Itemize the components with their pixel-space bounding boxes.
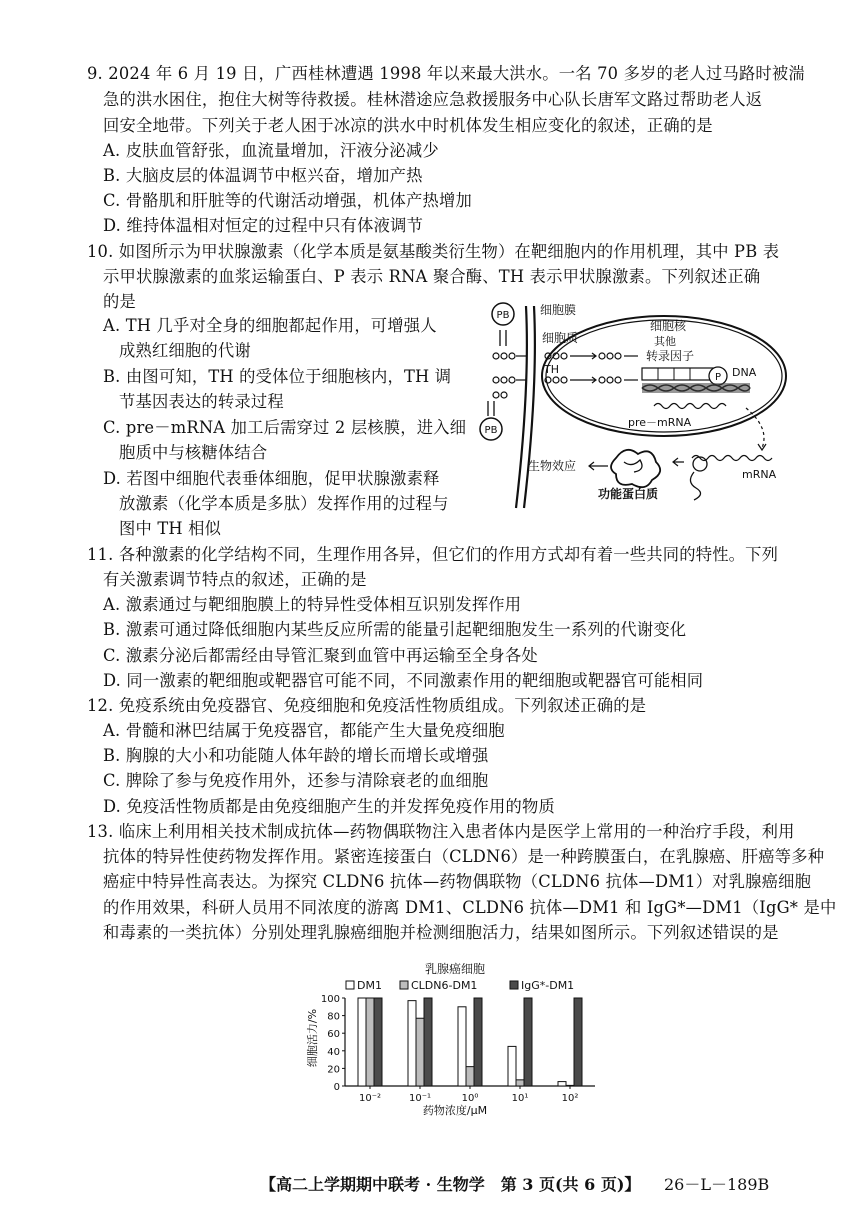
q10-option-d-1: D. 若图中细胞代表垂体细胞，促甲状腺激素释 [103, 469, 440, 488]
nucleus-label: 细胞核 [650, 319, 687, 333]
legend-label-cldn6: CLDN6-DM1 [411, 979, 478, 992]
pre-mrna-strand [654, 404, 726, 409]
q10-option-d-2: 放激素（化学本质是多肽）发挥作用的过程与 [119, 494, 449, 513]
cell-viability-chart [290, 958, 610, 1120]
x-tick-label: 10⁻¹ [408, 1093, 432, 1104]
y-ticks [321, 994, 345, 1093]
biological-effect-label: 生物效应 [528, 459, 577, 473]
pb-label-bottom: PB [484, 425, 498, 436]
pb-arrows-top [500, 330, 506, 346]
q13-line-5: 和毒素的一类抗体）分别处理乳腺癌细胞并检测细胞活力，结果如图所示。下列叙述错误的是 [103, 923, 779, 942]
q11-option-c: C. 激素分泌后都需经由导管汇聚到血管中再运输至全身各处 [103, 646, 538, 665]
effect-arrow [589, 462, 608, 470]
y-tick-label: 0 [333, 1082, 340, 1093]
x-tick-label: 10² [561, 1093, 579, 1104]
q12-line-1: 12. 免疫系统由免疫器官、免疫细胞和免疫活性物质组成。下列叙述正确的是 [87, 696, 647, 715]
q13-line-2: 抗体的特异性使药物发挥作用。紧密连接蛋白（CLDN6）是一种跨膜蛋白，在乳腺癌、肝癌等多种 [103, 847, 825, 866]
q10-option-d-3: 图中 TH 相似 [119, 519, 222, 538]
q10-option-c-2: 胞质中与核糖体结合 [119, 443, 268, 462]
pb-label-top: PB [496, 310, 510, 321]
other-label: 其他 [654, 335, 676, 348]
cell-membrane-label: 细胞膜 [540, 303, 577, 317]
q10-line-2: 示甲状腺激素的血浆运输蛋白、P 表示 RNA 聚合酶、TH 表示甲状腺激素。下列叙述正确 [103, 267, 761, 286]
cytoplasm-label: 细胞质 [542, 331, 579, 345]
q9-option-a: A. 皮肤血管舒张，血流量增加，汗液分泌减少 [103, 141, 439, 160]
functional-protein-label: 功能蛋白质 [598, 487, 659, 501]
y-axis-label: 细胞活力/% [306, 1008, 319, 1068]
dna-label: DNA [732, 366, 757, 379]
bar-igg-dm1-1 [424, 998, 432, 1086]
q11-line-2: 有关激素调节特点的叙述，正确的是 [103, 570, 367, 589]
q12-option-b: B. 胸腺的大小和功能随人体年龄的增长而增长或增强 [103, 746, 489, 765]
bar-cldn6-dm1-0 [366, 998, 374, 1086]
mrna-label: mRNA [742, 468, 777, 481]
y-tick-label: 20 [327, 1064, 340, 1076]
footer-exam-info: 【高二上学期期中联考 · 生物学 第 3 页(共 6 页)】 [260, 1175, 641, 1194]
q12-option-c: C. 脾除了参与免疫作用外，还参与清除衰老的血细胞 [103, 771, 489, 790]
q9-line-1: 9. 2024 年 6 月 19 日，广西桂林遭遇 1998 年以来最大洪水。一名 70 多岁的老人过马路时被湍 [87, 64, 805, 83]
q9-option-c: C. 骨骼肌和肝脏等的代谢活动增强，机体产热增加 [103, 191, 472, 210]
cell-membrane-line [516, 306, 527, 508]
bar-igg-dm1-0 [374, 998, 382, 1086]
x-ticks [359, 1086, 578, 1104]
q13-line-4: 的作用效果，科研人员用不同浓度的游离 DM1、CLDN6 抗体—DM1 和 IgG*—DM1（IgG* 是中 [103, 898, 837, 917]
x-tick-label: 10⁻² [358, 1093, 382, 1104]
bar-igg-dm1-3 [524, 998, 532, 1086]
x-axis-label: 药物浓度/μM [422, 1104, 488, 1117]
chart-title: 乳腺癌细胞 [424, 962, 486, 976]
y-tick-label: 80 [327, 1011, 340, 1023]
ribosome [693, 457, 707, 471]
th-molecules-outside [493, 353, 515, 398]
bar-cldn6-dm1-1 [416, 1018, 424, 1086]
y-tick-label: 60 [327, 1029, 340, 1041]
bar-dm1-4 [558, 1082, 566, 1086]
x-tick-label: 10¹ [511, 1093, 529, 1104]
transcription-factor-complex [642, 368, 714, 380]
y-tick-label: 40 [327, 1046, 340, 1058]
functional-protein [611, 450, 660, 487]
q11-option-b: B. 激素可通过降低细胞内某些反应所需的能量引起靶细胞发生一系列的代谢变化 [103, 620, 687, 639]
q10-option-a-1: A. TH 几乎对全身的细胞都起作用，可增强人 [103, 316, 437, 335]
q11-option-a: A. 激素通过与靶细胞膜上的特异性受体相互识别发挥作用 [103, 595, 522, 614]
q9-option-d: D. 维持体温相对恒定的过程中只有体液调节 [103, 216, 424, 235]
q10-option-a-2: 成熟红细胞的代谢 [119, 341, 251, 360]
bar-igg-dm1-4 [574, 998, 582, 1086]
th-arrow-cyto-1 [570, 353, 596, 359]
bar-dm1-0 [358, 998, 366, 1086]
x-tick-label: 10⁰ [461, 1093, 479, 1104]
transcription-factor-label: 转录因子 [646, 349, 695, 363]
hormone-mechanism-diagram [478, 298, 788, 516]
q10-option-b-1: B. 由图可知，TH 的受体位于细胞核内，TH 调 [103, 367, 452, 386]
chart-legend [346, 979, 574, 992]
bar-dm1-1 [408, 1001, 416, 1086]
bar-cldn6-dm1-4 [566, 1085, 574, 1086]
q12-option-a: A. 骨髓和淋巴结属于免疫器官，都能产生大量免疫细胞 [103, 721, 505, 740]
th-arrow-cyto-2 [570, 377, 596, 383]
legend-swatch-cldn6 [400, 981, 408, 989]
q10-option-b-2: 节基因表达的转录过程 [119, 392, 284, 411]
chart-bars [358, 998, 582, 1086]
mrna-export-arrow [746, 408, 764, 448]
legend-label-igg: IgG*-DM1 [521, 979, 575, 992]
bar-dm1-2 [458, 1007, 466, 1086]
legend-swatch-igg [510, 981, 518, 989]
pre-mrna-label: pre－mRNA [628, 416, 692, 429]
footer-code: 26－L－189B [664, 1175, 770, 1194]
pb-arrows-bottom [488, 401, 494, 416]
y-tick-label: 100 [320, 994, 340, 1005]
bar-cldn6-dm1-3 [516, 1080, 524, 1086]
q10-line-3: 的是 [103, 292, 136, 311]
q13-line-3: 癌症中特异性高表达。为探究 CLDN6 抗体—药物偶联物（CLDN6 抗体—DM1）对乳腺癌细胞 [103, 872, 812, 891]
th-label: TH [544, 363, 559, 376]
q11-line-1: 11. 各种激素的化学结构不同，生理作用各异，但它们的作用方式却有着一些共同的特性。下列 [87, 545, 779, 564]
bar-cldn6-dm1-2 [466, 1067, 474, 1086]
legend-label-dm1: DM1 [357, 979, 382, 992]
translation-arrow [673, 458, 684, 466]
q9-line-3: 回安全地带。下列关于老人困于冰凉的洪水中时机体发生相应变化的叙述，正确的是 [103, 116, 713, 135]
q10-line-1: 10. 如图所示为甲状腺激素（化学本质是氨基酸类衍生物）在靶细胞内的作用机理，其中 PB 表 [87, 242, 780, 261]
q13-line-1: 13. 临床上利用相关技术制成抗体—药物偶联物注入患者体内是医学上常用的一种治疗手段，利用 [87, 822, 795, 841]
q10-option-c-1: C. pre－mRNA 加工后需穿过 2 层核膜，进入细 [103, 418, 467, 437]
q9-option-b: B. 大脑皮层的体温调节中枢兴奋，增加产热 [103, 166, 423, 185]
dna-fill [642, 383, 750, 393]
p-label: P [714, 372, 722, 383]
q11-option-d: D. 同一激素的靶细胞或靶器官可能不同，不同激素作用的靶细胞或靶器官可能相同 [103, 671, 704, 690]
legend-swatch-dm1 [346, 981, 354, 989]
q12-option-d: D. 免疫活性物质都是由免疫细胞产生的并发挥免疫作用的物质 [103, 797, 555, 816]
bar-dm1-3 [508, 1046, 516, 1086]
bar-igg-dm1-2 [474, 998, 482, 1086]
q9-line-2: 急的洪水困住，抱住大树等待救援。桂林潜途应急救援服务中心队长唐军文路过帮助老人返 [103, 90, 763, 109]
